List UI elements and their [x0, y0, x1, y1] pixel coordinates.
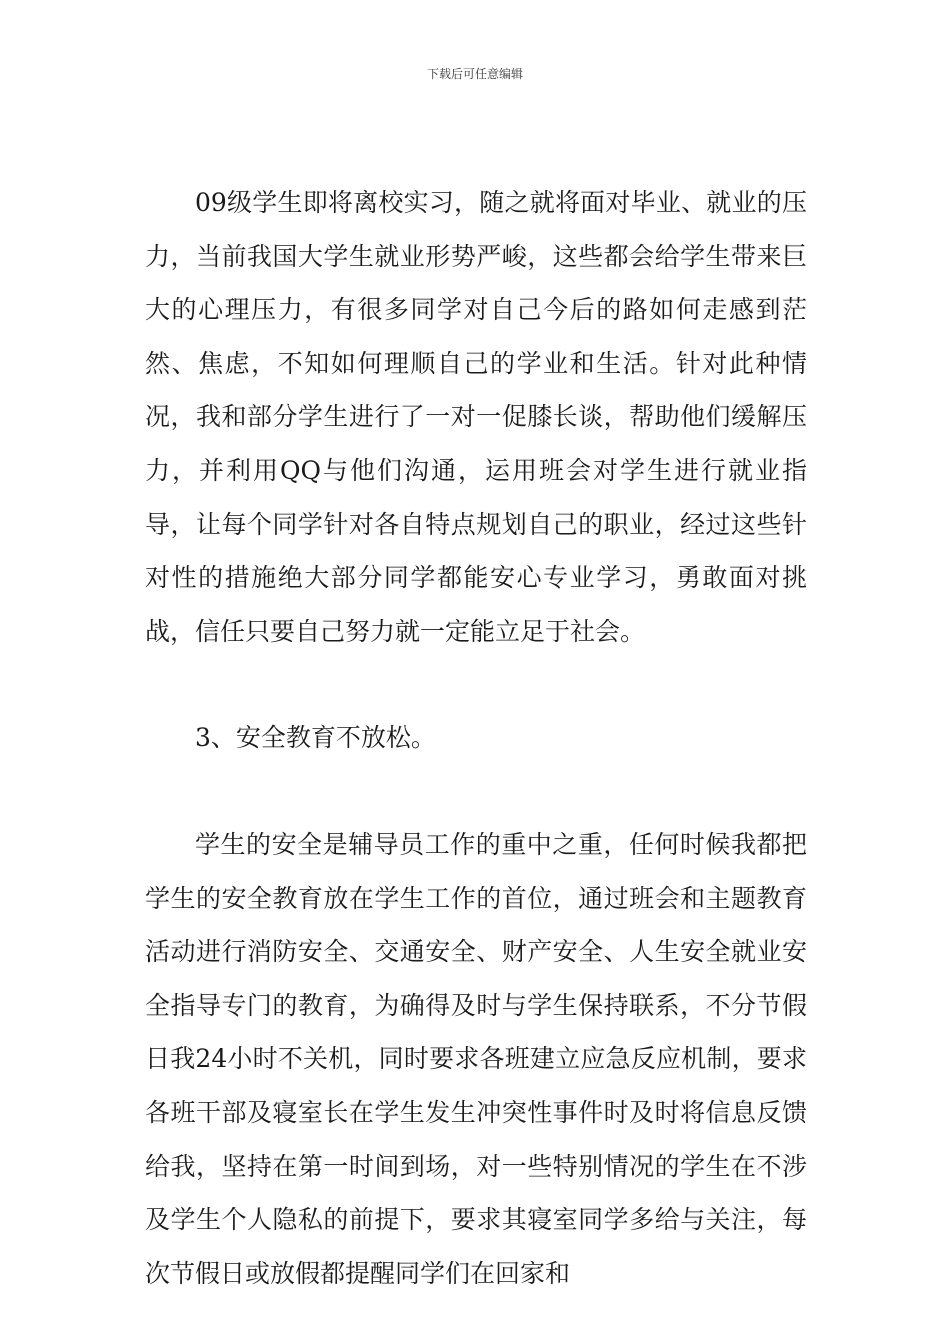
section-heading-safety-education: 3、安全教育不放松。	[195, 723, 436, 753]
paragraph-student-safety: 学生的安全是辅导员工作的重中之重，任何时候我都把学生的安全教育放在学生工作的首位，通过班会和主题教育活动进行消防安全、交通安全、财产安全、人生安全就业安全指导专门的教育，为确得及时与学生保持联系，不分节假日我24小时不关机，同时要求各班建立应急反应机制，要求各班干部及寝室长在学生发生冲突性事件时及时将信息反馈给我，坚持在第一时间到场，对一些特别情况的学生在不涉及学生个人隐私的前提下，要求其寝室同学多给与关注，每次节假日或放假都提醒同学们在回家和	[145, 829, 807, 1288]
paragraph-employment-pressure: 09级学生即将离校实习，随之就将面对毕业、就业的压力，当前我国大学生就业形势严峻，这些都会给学生带来巨大的心理压力，有很多同学对自己今后的路如何走感到茫然、焦虑，不知如何理顺自己的学业和生活。针对此种情况，我和部分学生进行了一对一促膝长谈，帮助他们缓解压力，并利用QQ与他们沟通，运用班会对学生进行就业指导，让每个同学针对各自特点规划自己的职业，经过这些针对性的措施绝大部分同学都能安心专业学习，勇敢面对挑战，信任只要自己努力就一定能立足于社会。	[145, 188, 807, 646]
page-header: 下载后可任意编辑	[426, 67, 523, 81]
document-body	[145, 176, 807, 1300]
